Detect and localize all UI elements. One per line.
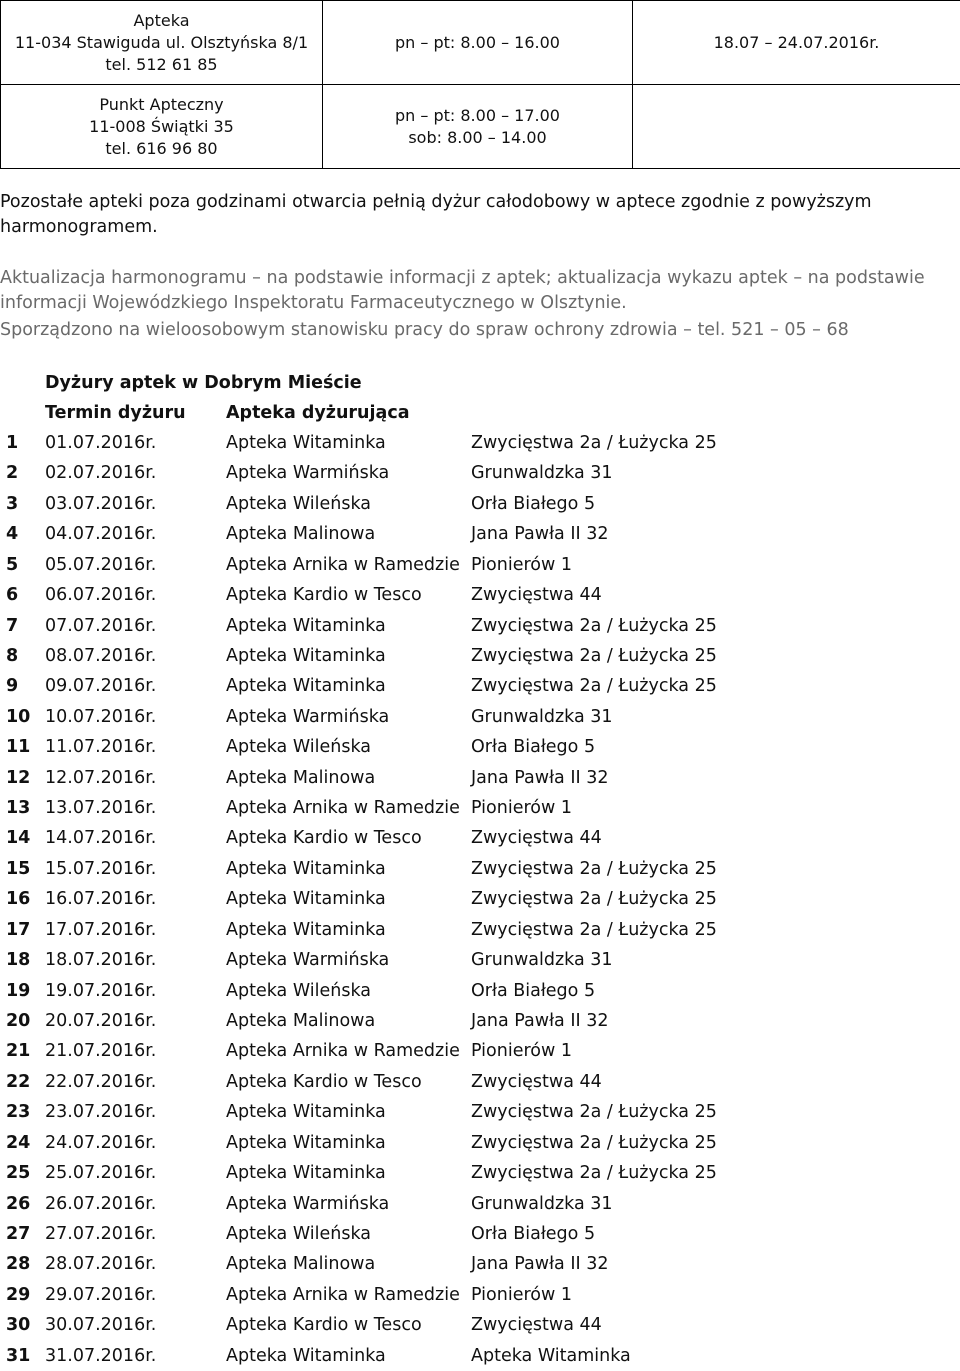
- pharmacy-name: Apteka Witaminka: [226, 1102, 386, 1123]
- schedule-row: [0, 458, 960, 488]
- duty-date: 17.07.2016r.: [45, 919, 157, 940]
- duty-date: 13.07.2016r.: [45, 798, 157, 819]
- row-number: 2: [6, 463, 19, 484]
- duty-date: 30.07.2016r.: [45, 1315, 157, 1336]
- pharmacy-name: Apteka Wileńska: [226, 1223, 371, 1244]
- schedule-row: [0, 884, 960, 914]
- pharmacy-name: Apteka Warmińska: [226, 1193, 390, 1214]
- schedule-row: [0, 732, 960, 762]
- pharmacy-address: Zwycięstwa 2a / Łużycka 25: [471, 615, 717, 636]
- pharmacy-hours-row: [1, 85, 960, 169]
- duty-date: 20.07.2016r.: [45, 1011, 157, 1032]
- duty-date: 22.07.2016r.: [45, 1071, 157, 1092]
- pharmacy-address: Zwycięstwa 44: [471, 1071, 602, 1092]
- row-number: 8: [6, 645, 19, 666]
- schedule-row: [0, 641, 960, 671]
- schedule-row: [0, 945, 960, 975]
- pharmacy-address: Grunwaldzka 31: [471, 706, 613, 727]
- row-number: 30: [6, 1315, 31, 1336]
- schedule-row: [0, 702, 960, 732]
- pharmacy-address: Orła Białego 5: [471, 493, 596, 514]
- row-number: 28: [6, 1254, 31, 1275]
- pharmacy-name: Apteka Witaminka: [226, 676, 386, 697]
- row-number: 9: [6, 676, 19, 697]
- duty-date: 02.07.2016r.: [45, 463, 157, 484]
- row-number: 20: [6, 1011, 31, 1032]
- row-number: 19: [6, 980, 31, 1001]
- duty-date: 10.07.2016r.: [45, 706, 157, 727]
- pharmacy-name: Apteka Kardio w Tesco: [226, 828, 422, 849]
- pharmacy-address: 11-034 Stawiguda ul. Olsztyńska 8/1: [14, 32, 309, 52]
- schedule-row: [0, 793, 960, 823]
- pharmacy-address: Zwycięstwa 2a / Łużycka 25: [471, 645, 717, 666]
- pharmacy-name: Apteka Warmińska: [226, 706, 390, 727]
- hours-cell: [323, 85, 633, 169]
- schedule-row: [0, 1341, 960, 1371]
- duty-date: 24.07.2016r.: [45, 1132, 157, 1153]
- row-number: 23: [6, 1102, 31, 1123]
- pharmacy-name: Apteka Witaminka: [226, 1132, 386, 1153]
- duty-date: 15.07.2016r.: [45, 858, 157, 879]
- pharmacy-address: Jana Pawła II 32: [471, 524, 609, 545]
- row-number: 31: [6, 1345, 31, 1366]
- schedule-row: [0, 1158, 960, 1188]
- row-number: 14: [6, 828, 31, 849]
- pharmacy-address: Zwycięstwa 44: [471, 1315, 602, 1336]
- pharmacy-name: Apteka Witaminka: [226, 919, 386, 940]
- pharmacy-address: Jana Pawła II 32: [471, 1254, 609, 1275]
- schedule-row: [0, 519, 960, 549]
- pharmacy-address: Pionierów 1: [471, 1284, 572, 1305]
- duty-schedule-list: [0, 428, 960, 1371]
- row-number: 6: [6, 585, 19, 606]
- pharmacy-address: Zwycięstwa 2a / Łużycka 25: [471, 858, 717, 879]
- row-number: 18: [6, 950, 31, 971]
- pharmacy-address: Zwycięstwa 2a / Łużycka 25: [471, 676, 717, 697]
- row-number: 12: [6, 767, 31, 788]
- pharmacy-address: Zwycięstwa 2a / Łużycka 25: [471, 919, 717, 940]
- pharmacy-phone: tel. 512 61 85: [105, 54, 218, 74]
- other-pharmacies-note: Pozostałe apteki poza godzinami otwarcia pełnią dyżur całodobowy w aptece zgodnie z powyższym harmonogramem.: [0, 192, 872, 237]
- pharmacy-name: Apteka Arnika w Ramedzie: [226, 1041, 460, 1062]
- dates-cell: [633, 85, 960, 169]
- pharmacy-name: Apteka Witaminka: [226, 889, 386, 910]
- row-number: 29: [6, 1284, 31, 1305]
- prepared-note: Sporządzono na wieloosobowym stanowisku pracy do spraw ochrony zdrowia – tel. 521 – 05 – 68: [0, 320, 849, 340]
- dates-cell: [633, 1, 960, 85]
- row-number: 22: [6, 1071, 31, 1092]
- schedule-row: [0, 854, 960, 884]
- schedule-row: [0, 671, 960, 701]
- row-number: 26: [6, 1193, 31, 1214]
- row-number: 25: [6, 1163, 31, 1184]
- duty-date: 16.07.2016r.: [45, 889, 157, 910]
- row-number: 7: [6, 615, 19, 636]
- pharmacy-address: Grunwaldzka 31: [471, 463, 613, 484]
- duty-date: 27.07.2016r.: [45, 1223, 157, 1244]
- row-number: 4: [6, 524, 19, 545]
- pharmacy-hours-row: [1, 1, 960, 85]
- schedule-row: [0, 611, 960, 641]
- saturday-hours: sob: 8.00 – 14.00: [408, 127, 547, 147]
- pharmacy-name: Apteka: [133, 10, 190, 30]
- duty-date: 19.07.2016r.: [45, 980, 157, 1001]
- pharmacy-cell: [1, 1, 323, 85]
- row-number: 13: [6, 798, 31, 819]
- schedule-row: [0, 489, 960, 519]
- schedule-row: [0, 1189, 960, 1219]
- duty-date: 14.07.2016r.: [45, 828, 157, 849]
- pharmacy-name: Apteka Witaminka: [226, 858, 386, 879]
- update-note: Aktualizacja harmonogramu – na podstawie informacji z aptek; aktualizacja wykazu aptek – na podstawie informacji Wojewódzkiego Inspektoratu Farmaceutycznego w Olsztynie.: [0, 268, 925, 313]
- weekday-hours: pn – pt: 8.00 – 16.00: [395, 32, 560, 52]
- pharmacy-address: Zwycięstwa 2a / Łużycka 25: [471, 1132, 717, 1153]
- pharmacy-name: Apteka Wileńska: [226, 493, 371, 514]
- column-header-date: Termin dyżuru: [45, 403, 186, 423]
- pharmacy-address: Orła Białego 5: [471, 1223, 596, 1244]
- duty-date: 26.07.2016r.: [45, 1193, 157, 1214]
- pharmacy-address: Jana Pawła II 32: [471, 1011, 609, 1032]
- row-number: 21: [6, 1041, 31, 1062]
- schedule-title: Dyżury aptek w Dobrym Mieście: [45, 373, 362, 393]
- schedule-row: [0, 550, 960, 580]
- schedule-row: [0, 428, 960, 458]
- pharmacy-name: Apteka Warmińska: [226, 950, 390, 971]
- pharmacy-name: Apteka Witaminka: [226, 1345, 386, 1366]
- row-number: 15: [6, 858, 31, 879]
- pharmacy-address: Pionierów 1: [471, 1041, 572, 1062]
- row-number: 10: [6, 706, 31, 727]
- pharmacy-address: Grunwaldzka 31: [471, 1193, 613, 1214]
- pharmacy-name: Apteka Malinowa: [226, 1011, 376, 1032]
- duty-date: 05.07.2016r.: [45, 554, 157, 575]
- duty-date: 29.07.2016r.: [45, 1284, 157, 1305]
- duty-date: 21.07.2016r.: [45, 1041, 157, 1062]
- column-header-pharmacy: Apteka dyżurująca: [226, 403, 410, 423]
- schedule-row: [0, 976, 960, 1006]
- pharmacy-name: Apteka Malinowa: [226, 1254, 376, 1275]
- duty-date: 11.07.2016r.: [45, 737, 157, 758]
- duty-date: 03.07.2016r.: [45, 493, 157, 514]
- row-number: 5: [6, 554, 19, 575]
- pharmacy-address: Orła Białego 5: [471, 980, 596, 1001]
- hours-cell: [323, 1, 633, 85]
- pharmacy-address: Zwycięstwa 2a / Łużycka 25: [471, 1102, 717, 1123]
- pharmacy-name: Apteka Kardio w Tesco: [226, 1071, 422, 1092]
- schedule-row: [0, 1249, 960, 1279]
- pharmacy-address: Apteka Witaminka: [471, 1345, 631, 1366]
- schedule-row: [0, 1219, 960, 1249]
- pharmacy-name: Apteka Witaminka: [226, 645, 386, 666]
- pharmacy-name: Apteka Arnika w Ramedzie: [226, 798, 460, 819]
- pharmacy-name: Apteka Witaminka: [226, 1163, 386, 1184]
- pharmacy-address: 11-008 Świątki 35: [89, 116, 234, 136]
- schedule-row: [0, 1128, 960, 1158]
- pharmacy-name: Apteka Kardio w Tesco: [226, 1315, 422, 1336]
- duty-date: 09.07.2016r.: [45, 676, 157, 697]
- duty-date: 04.07.2016r.: [45, 524, 157, 545]
- pharmacy-address: Zwycięstwa 44: [471, 585, 602, 606]
- row-number: 16: [6, 889, 31, 910]
- pharmacy-address: Pionierów 1: [471, 798, 572, 819]
- duty-date: 12.07.2016r.: [45, 767, 157, 788]
- pharmacy-address: Jana Pawła II 32: [471, 767, 609, 788]
- schedule-row: [0, 1097, 960, 1127]
- duty-date: 18.07.2016r.: [45, 950, 157, 971]
- pharmacy-name: Apteka Warmińska: [226, 463, 390, 484]
- schedule-row: [0, 1006, 960, 1036]
- pharmacy-address: Zwycięstwa 44: [471, 828, 602, 849]
- pharmacy-name: Apteka Wileńska: [226, 737, 371, 758]
- duty-date: 06.07.2016r.: [45, 585, 157, 606]
- row-number: 11: [6, 737, 31, 758]
- row-number: 27: [6, 1223, 31, 1244]
- pharmacy-name: Apteka Malinowa: [226, 524, 376, 545]
- schedule-row: [0, 915, 960, 945]
- schedule-row: [0, 763, 960, 793]
- duty-date: 28.07.2016r.: [45, 1254, 157, 1275]
- pharmacy-hours-table: [0, 0, 960, 169]
- pharmacy-name: Apteka Witaminka: [226, 433, 386, 453]
- duty-dates: 18.07 – 24.07.2016r.: [713, 32, 880, 52]
- duty-date: 25.07.2016r.: [45, 1163, 157, 1184]
- schedule-row: [0, 580, 960, 610]
- pharmacy-address: Pionierów 1: [471, 554, 572, 575]
- pharmacy-cell: [1, 85, 323, 169]
- pharmacy-address: Zwycięstwa 2a / Łużycka 25: [471, 1163, 717, 1184]
- pharmacy-name: Punkt Apteczny: [99, 94, 224, 114]
- row-number: 24: [6, 1132, 31, 1153]
- pharmacy-name: Apteka Wileńska: [226, 980, 371, 1001]
- duty-date: 23.07.2016r.: [45, 1102, 157, 1123]
- weekday-hours: pn – pt: 8.00 – 17.00: [395, 105, 560, 125]
- pharmacy-name: Apteka Arnika w Ramedzie: [226, 554, 460, 575]
- pharmacy-phone: tel. 616 96 80: [105, 138, 218, 158]
- schedule-row: [0, 1067, 960, 1097]
- schedule-row: [0, 1310, 960, 1340]
- schedule-row: [0, 1036, 960, 1066]
- pharmacy-address: Grunwaldzka 31: [471, 950, 613, 971]
- row-number: 3: [6, 493, 19, 514]
- pharmacy-address: Zwycięstwa 2a / Łużycka 25: [471, 433, 717, 453]
- duty-date: 08.07.2016r.: [45, 645, 157, 666]
- pharmacy-address: Orła Białego 5: [471, 737, 596, 758]
- duty-date: 01.07.2016r.: [45, 433, 157, 453]
- schedule-row: [0, 823, 960, 853]
- pharmacy-name: Apteka Kardio w Tesco: [226, 585, 422, 606]
- pharmacy-name: Apteka Malinowa: [226, 767, 376, 788]
- pharmacy-address: Zwycięstwa 2a / Łużycka 25: [471, 889, 717, 910]
- row-number: 1: [6, 433, 19, 453]
- row-number: 17: [6, 919, 31, 940]
- pharmacy-name: Apteka Witaminka: [226, 615, 386, 636]
- schedule-row: [0, 1280, 960, 1310]
- pharmacy-name: Apteka Arnika w Ramedzie: [226, 1284, 460, 1305]
- duty-date: 31.07.2016r.: [45, 1345, 157, 1366]
- duty-date: 07.07.2016r.: [45, 615, 157, 636]
